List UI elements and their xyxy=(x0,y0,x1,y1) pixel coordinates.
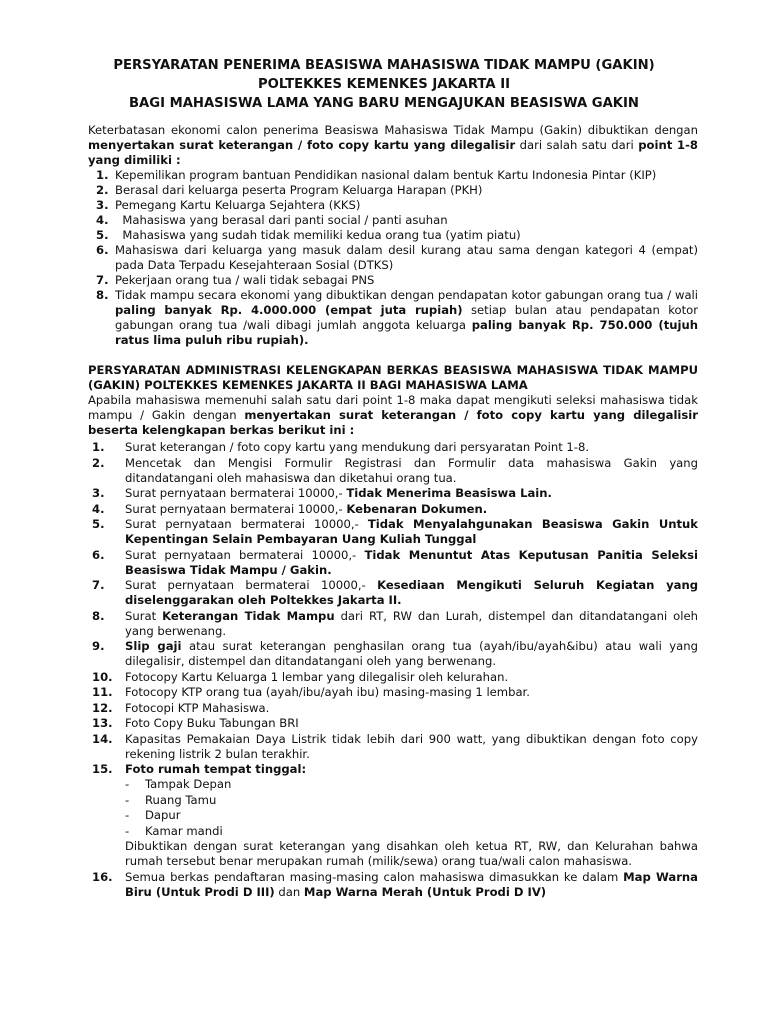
document-item xyxy=(88,486,698,501)
criteria-item xyxy=(88,273,698,288)
document-text: Fotocopi KTP Mahasiswa. xyxy=(125,700,270,715)
document-number: 7. xyxy=(92,578,105,592)
document-item xyxy=(88,870,698,900)
document-text: atau surat keterangan penghasilan orang tua (ayah/ibu/ayah&ibu) atau wali yang dilegalisir, distempel dan ditandatangani oleh yang berwenang. xyxy=(125,639,698,668)
admin-text: Apabila mahasiswa memenuhi salah satu dari point 1-8 maka dapat mengikuti seleksi mahasiswa tidak mampu / Gakin dengan xyxy=(88,393,698,422)
title-line-2: POLTEKKES KEMENKES JAKARTA II xyxy=(257,77,511,92)
document-number: 16. xyxy=(92,869,113,884)
document-number: 8. xyxy=(92,608,105,623)
intro-text-2: dari salah satu dari xyxy=(515,138,639,152)
document-number: 13. xyxy=(92,716,113,730)
document-item xyxy=(88,639,698,669)
document-text: Fotocopy KTP orang tua (ayah/ibu/ayah ibu) masing-masing 1 lembar. xyxy=(125,685,530,699)
document-bold: Keterangan Tidak Mampu xyxy=(162,608,335,623)
criteria-item xyxy=(88,183,698,198)
document-text: Surat pernyataan bermaterai 10000,- xyxy=(125,517,368,531)
dash: - xyxy=(125,808,130,822)
document-bold: Kesediaan Mengikuti Seluruh Kegiatan yang diselenggarakan oleh Poltekkes Jakarta II. xyxy=(125,578,698,607)
criteria-text: Mahasiswa yang berasal dari panti social / panti asuhan xyxy=(115,213,448,227)
document-number: 1. xyxy=(92,440,105,454)
document-number: 5. xyxy=(92,517,105,531)
document-number: 6. xyxy=(92,547,105,562)
document-item-house-photos xyxy=(88,762,698,869)
document-bold: Foto rumah tempat tinggal: xyxy=(125,762,307,776)
document-text: Surat xyxy=(125,608,163,623)
intro-text-1: Keterbatasan ekonomi calon penerima Beasiswa Mahasiswa Tidak Mampu (Gakin) dibuktikan dengan xyxy=(88,123,698,137)
document-text: dan xyxy=(274,884,304,899)
document-text: dari RT, RW dan Lurah, distempel dan ditandatangani oleh yang berwenang. xyxy=(125,608,698,638)
document-text: Semua berkas pendaftaran masing-masing calon mahasiswa dimasukkan ke dalam xyxy=(125,869,624,884)
document-bold: Kebenaran Dokumen. xyxy=(346,501,488,516)
admin-heading: PERSYARATAN ADMINISTRASI KELENGKAPAN BERKAS BEASISWA MAHASISWA TIDAK MAMPU (GAKIN) POLTEKKES KEMENKES JAKARTA II BAGI MAHASISWA LAMA xyxy=(88,363,698,392)
criteria-number: 5. xyxy=(96,228,109,242)
document-text: Fotocopy Kartu Keluarga 1 lembar yang dilegalisir oleh kelurahan. xyxy=(125,669,509,684)
criteria-bold: paling banyak Rp. 750.000 (tujuh ratus lima puluh ribu rupiah). xyxy=(115,318,698,347)
document-item xyxy=(88,716,698,731)
document-text: Surat keterangan / foto copy kartu yang mendukung dari persyaratan Point 1-8. xyxy=(125,440,590,454)
document-bold: Tidak Menerima Beasiswa Lain. xyxy=(346,486,552,500)
criteria-number: 8. xyxy=(96,288,109,302)
criteria-text: Kepemilikan program bantuan Pendidikan nasional dalam bentuk Kartu Indonesia Pintar (KIP) xyxy=(115,168,657,182)
house-photo-item xyxy=(125,824,698,839)
criteria-number: 7. xyxy=(96,273,109,287)
documents-list xyxy=(88,440,698,900)
document-bold: Tidak Menyalahgunakan Beasiswa Gakin Untuk Kepentingan Selain Pembayaran Uang Kuliah Tunggal xyxy=(125,517,698,546)
criteria-item xyxy=(88,168,698,183)
document-item xyxy=(88,456,698,486)
house-photo-item xyxy=(125,793,698,808)
document-number: 9. xyxy=(92,639,105,653)
document-text: Kapasitas Pemakaian Daya Listrik tidak lebih dari 900 watt, yang dibuktikan dengan foto copy rekening listrik 2 bulan terakhir. xyxy=(125,731,698,761)
document-number: 4. xyxy=(92,501,105,516)
document-bold: Map Warna Merah (Untuk Prodi D IV) xyxy=(303,884,547,899)
intro-bold-2: point 1-8 yang dimiliki : xyxy=(88,138,698,167)
house-photo-note: Dibuktikan dengan surat keterangan yang disahkan oleh ketua RT, RW, dan Kelurahan bahwa rumah tersebut benar merupakan rumah (milik/sewa) orang tua/wali calon mahasiswa. xyxy=(125,839,698,868)
document-text: Surat pernyataan bermaterai 10000,- xyxy=(125,547,365,562)
house-photo-item xyxy=(125,777,698,792)
document-text: Surat pernyataan bermaterai 10000,- xyxy=(125,578,378,592)
document-item xyxy=(88,670,698,685)
title-line-1: PERSYARATAN PENERIMA BEASISWA MAHASISWA TIDAK MAMPU (GAKIN) xyxy=(113,58,655,73)
document-item xyxy=(88,578,698,608)
document-bold: Map Warna Biru (Untuk Prodi D III) xyxy=(125,869,698,899)
document-number: 2. xyxy=(92,455,105,470)
criteria-item xyxy=(88,228,698,243)
criteria-text: Pekerjaan orang tua / wali tidak sebagai PNS xyxy=(115,273,375,287)
house-photo-list xyxy=(125,777,698,839)
document-number: 12. xyxy=(92,700,113,715)
criteria-list xyxy=(88,168,698,348)
house-photo-text: Dapur xyxy=(145,808,181,822)
document-item xyxy=(88,732,698,762)
criteria-item xyxy=(88,243,698,273)
house-photo-text: Ruang Tamu xyxy=(145,792,217,807)
criteria-number: 2. xyxy=(96,183,109,197)
admin-paragraph xyxy=(88,393,698,438)
house-photo-text: Tampak Depan xyxy=(145,777,232,791)
document-number: 11. xyxy=(92,685,113,699)
criteria-number: 4. xyxy=(96,213,109,227)
document-number: 14. xyxy=(92,731,113,746)
criteria-item xyxy=(88,213,698,228)
criteria-item-income xyxy=(88,288,698,348)
document-text: Foto Copy Buku Tabungan BRI xyxy=(125,716,299,730)
dash: - xyxy=(125,777,130,791)
document-title xyxy=(70,56,698,113)
criteria-number: 1. xyxy=(96,168,109,182)
criteria-text: Mahasiswa yang sudah tidak memiliki kedua orang tua (yatim piatu) xyxy=(115,228,521,242)
criteria-text: Berasal dari keluarga peserta Program Keluarga Harapan (PKH) xyxy=(115,183,483,197)
document-bold: Tidak Menuntut Atas Keputusan Panitia Seleksi Beasiswa Tidak Mampu / Gakin. xyxy=(125,547,699,577)
criteria-text: Tidak mampu secara ekonomi yang dibuktikan dengan pendapatan kotor gabungan orang tua / wali xyxy=(115,288,698,302)
document-text: Mencetak dan Mengisi Formulir Registrasi dan Formulir data mahasiswa Gakin yang ditandatangani oleh mahasiswa dan diketahui orang tua. xyxy=(125,455,698,485)
criteria-text: Pemegang Kartu Keluarga Sejahtera (KKS) xyxy=(115,198,361,212)
criteria-bold: paling banyak Rp. 4.000.000 (empat juta rupiah) xyxy=(115,303,463,317)
document-text: Surat pernyataan bermaterai 10000,- xyxy=(125,486,347,500)
intro-bold-1: menyertakan surat keterangan / foto copy kartu yang dilegalisir xyxy=(88,138,516,152)
document-number: 15. xyxy=(92,762,113,776)
document-item xyxy=(88,440,698,455)
document-bold: Slip gaji xyxy=(125,639,182,653)
document-number: 10. xyxy=(92,669,113,684)
house-photo-item xyxy=(125,808,698,823)
document-item xyxy=(88,685,698,700)
document-item xyxy=(88,517,698,547)
house-photo-text: Kamar mandi xyxy=(145,823,223,838)
admin-bold: menyertakan surat keterangan / foto copy kartu yang dilegalisir beserta kelengkapan berkas berikut ini : xyxy=(88,408,698,437)
document-item xyxy=(88,502,698,517)
dash: - xyxy=(125,823,130,838)
title-line-3: BAGI MAHASISWA LAMA YANG BARU MENGAJUKAN BEASISWA GAKIN xyxy=(129,96,639,111)
criteria-number: 6. xyxy=(96,243,109,257)
document-text: Surat pernyataan bermaterai 10000,- xyxy=(125,501,347,516)
document-item xyxy=(88,548,698,578)
document-item xyxy=(88,609,698,639)
criteria-text: setiap bulan atau pendapatan kotor gabungan orang tua /wali dibagi jumlah anggota keluarga xyxy=(115,303,698,332)
criteria-text: Mahasiswa dari keluarga yang masuk dalam desil kurang atau sama dengan kategori 4 (empat) pada Data Terpadu Kesejahteraan Sosial (DTKS) xyxy=(115,243,698,272)
criteria-item xyxy=(88,198,698,213)
document-number: 3. xyxy=(92,486,105,500)
criteria-number: 3. xyxy=(96,198,109,212)
document-item xyxy=(88,701,698,716)
dash: - xyxy=(125,792,130,807)
intro-paragraph xyxy=(88,123,698,168)
